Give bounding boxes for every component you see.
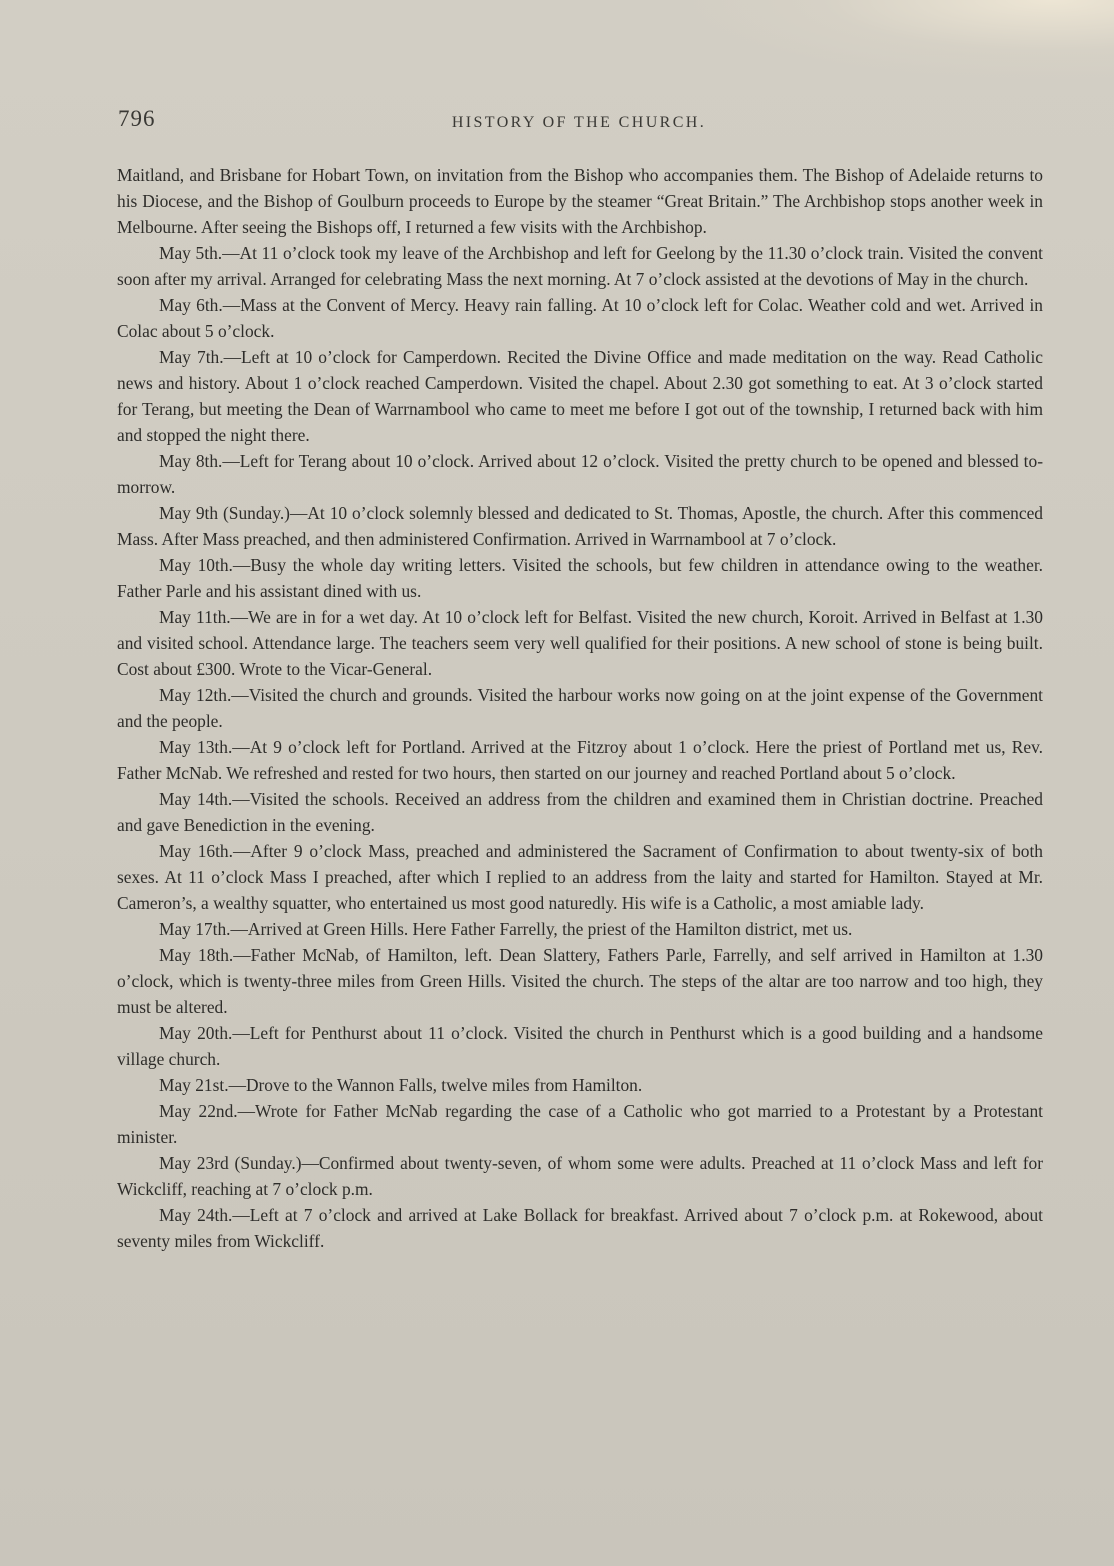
paragraph-may-7: May 7th.—Left at 10 o’clock for Camperdown. Recited the Divine Office and made meditation on the way. Read Catholic news and history. About 1 o’clock reached Camperdown. Visited the chapel. About 2.30 got something to eat. At 3 o’clock started for Terang, but meeting the Dean of Warrnambool who came to meet me before I got out of the township, I returned back with him and stopped the night there.: [117, 347, 1043, 445]
paragraph-may-13: May 13th.—At 9 o’clock left for Portland. Arrived at the Fitzroy about 1 o’clock. Here the priest of Portland met us, Rev. Father McNab. We refreshed and rested for two hours, then started on our journey and reached Portland about 5 o’clock.: [117, 737, 1043, 783]
paragraph-may-5: May 5th.—At 11 o’clock took my leave of the Archbishop and left for Geelong by the 11.30 o’clock train. Visited the convent soon after my arrival. Arranged for celebrating Mass the next morning. At 7 o’clock assisted at the devotions of May in the church.: [117, 243, 1043, 289]
paragraph-may-9: May 9th (Sunday.)—At 10 o’clock solemnly blessed and dedicated to St. Thomas, Apostle, the church. After this commenced Mass. After Mass preached, and then administered Confirmation. Arrived in Warrnambool at 7 o’clock.: [117, 503, 1043, 549]
paragraph-continuation: Maitland, and Brisbane for Hobart Town, on invitation from the Bishop who accompanies them. The Bishop of Adelaide returns to his Diocese, and the Bishop of Goulburn proceeds to Europe by the steamer “Great Britain.” The Archbishop stops another week in Melbourne. After seeing the Bishops off, I returned a few visits with the Archbishop.: [117, 165, 1043, 237]
paragraph-may-12: May 12th.—Visited the church and grounds. Visited the harbour works now going on at the joint expense of the Government and the people.: [117, 685, 1043, 731]
paragraph-may-22: May 22nd.—Wrote for Father McNab regarding the case of a Catholic who got married to a Protestant by a Protestant minister.: [117, 1101, 1043, 1147]
paragraph-may-10: May 10th.—Busy the whole day writing letters. Visited the schools, but few children in attendance owing to the weather. Father Parle and his assistant dined with us.: [117, 555, 1043, 601]
paragraph-may-17: May 17th.—Arrived at Green Hills. Here Father Farrelly, the priest of the Hamilton district, met us.: [159, 919, 853, 939]
page-header: [118, 106, 1040, 136]
paper-stain: [694, 0, 1114, 80]
paragraph-may-20: May 20th.—Left for Penthurst about 11 o’clock. Visited the church in Penthurst which is a good building and a handsome village church.: [117, 1023, 1043, 1069]
paragraph-may-16: May 16th.—After 9 o’clock Mass, preached and administered the Sacrament of Confirmation to about twenty-six of both sexes. At 11 o’clock Mass I preached, after which I replied to an address from the laity and started for Hamilton. Stayed at Mr. Cameron’s, a wealthy squatter, who entertained us most good naturedly. His wife is a Catholic, a most amiable lady.: [117, 841, 1043, 913]
running-title: HISTORY OF THE CHURCH.: [451, 114, 707, 131]
paragraph-may-23: May 23rd (Sunday.)—Confirmed about twenty-seven, of whom some were adults. Preached at 11 o’clock Mass and left for Wickcliff, reaching at 7 o’clock p.m.: [117, 1153, 1043, 1199]
paragraph-may-6: May 6th.—Mass at the Convent of Mercy. Heavy rain falling. At 10 o’clock left for Colac. Weather cold and wet. Arrived in Colac about 5 o’clock.: [117, 295, 1043, 341]
paragraph-may-24: May 24th.—Left at 7 o’clock and arrived at Lake Bollack for breakfast. Arrived about 7 o’clock p.m. at Rokewood, about seventy miles from Wickcliff.: [117, 1205, 1043, 1251]
paragraph-may-21: May 21st.—Drove to the Wannon Falls, twelve miles from Hamilton.: [159, 1075, 643, 1095]
paragraph-may-18: May 18th.—Father McNab, of Hamilton, left. Dean Slattery, Fathers Parle, Farrelly, and self arrived in Hamilton at 1.30 o’clock, which is twenty-three miles from Green Hills. Visited the church. The steps of the altar are too narrow and too high, they must be altered.: [117, 945, 1043, 1017]
paragraph-may-11: May 11th.—We are in for a wet day. At 10 o’clock left for Belfast. Visited the new church, Koroit. Arrived in Belfast at 1.30 and visited school. Attendance large. The teachers seem very well qualified for their positions. A new school of stone is being built. Cost about £300. Wrote to the Vicar-General.: [117, 607, 1043, 679]
body-text: [117, 162, 1043, 1254]
paragraph-may-14: May 14th.—Visited the schools. Received an address from the children and examined them in Christian doctrine. Preached and gave Benediction in the evening.: [117, 789, 1043, 835]
paragraph-may-8: May 8th.—Left for Terang about 10 o’clock. Arrived about 12 o’clock. Visited the pretty church to be opened and blessed to-morrow.: [117, 451, 1043, 497]
page-number: 796: [118, 106, 156, 131]
